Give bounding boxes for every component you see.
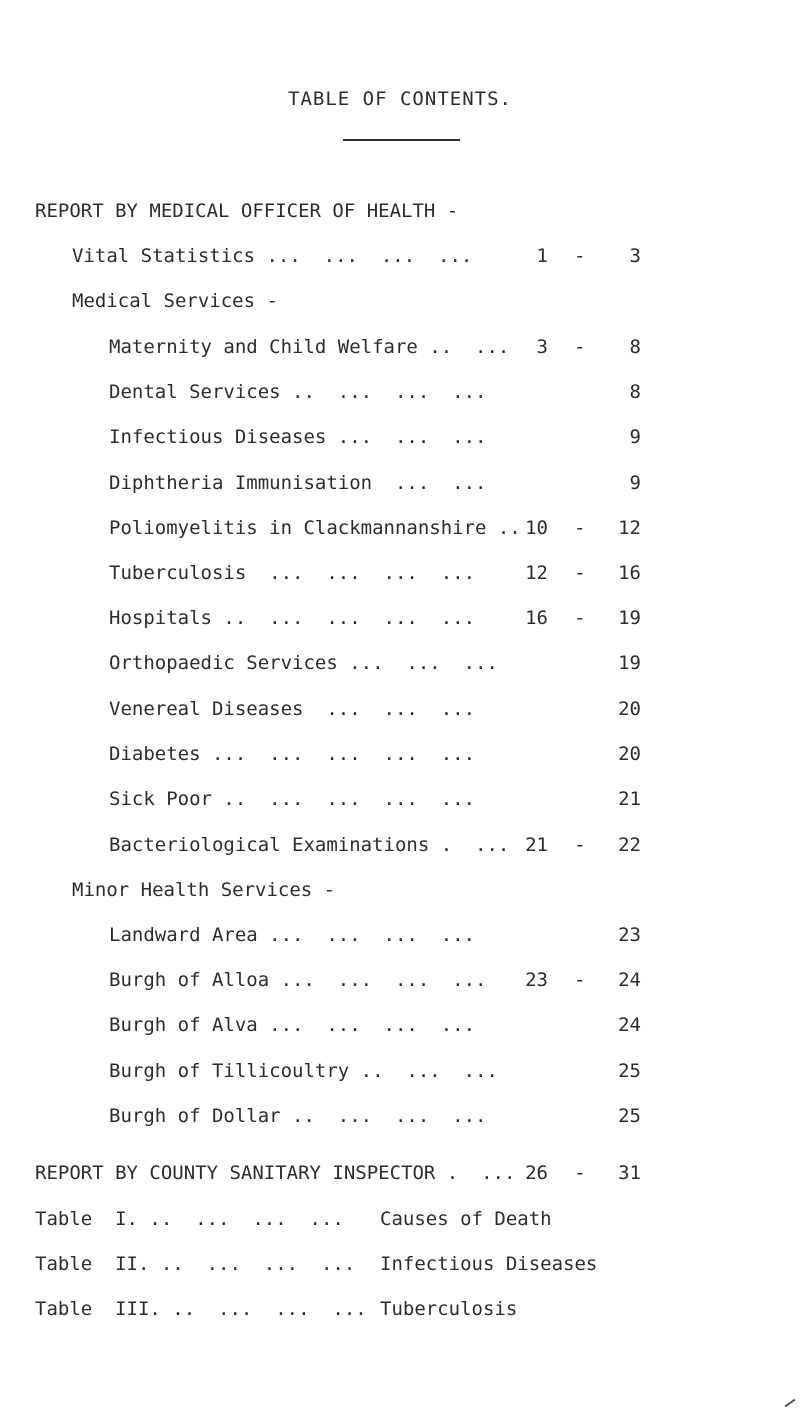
toc-entry bbox=[0, 743, 800, 773]
toc-entry bbox=[0, 969, 800, 999]
page-from: 26 bbox=[525, 1162, 548, 1184]
subsection-heading-minor-health-services bbox=[0, 879, 800, 909]
page-from: 10 bbox=[525, 517, 548, 539]
toc-entry-label: Bacteriological Examinations . ... bbox=[109, 834, 510, 856]
toc-entry-label: REPORT BY COUNTY SANITARY INSPECTOR . ... bbox=[35, 1162, 516, 1184]
page-title: TABLE OF CONTENTS. bbox=[288, 88, 512, 110]
toc-entry bbox=[0, 924, 800, 954]
section-heading-sanitary-inspector bbox=[0, 1162, 800, 1192]
toc-entry bbox=[0, 562, 800, 592]
page-from: 16 bbox=[525, 607, 548, 629]
page-from: 1 bbox=[536, 245, 548, 267]
table-entry bbox=[0, 1253, 800, 1283]
page-range-dash: - bbox=[574, 607, 586, 629]
toc-entry-label: Diabetes ... ... ... ... ... bbox=[109, 743, 476, 765]
toc-entry-label: Poliomyelitis in Clackmannanshire .. bbox=[109, 517, 521, 539]
page-number: 20 bbox=[618, 743, 641, 765]
title-underline bbox=[343, 139, 460, 141]
table-entry bbox=[0, 1208, 800, 1238]
page-number: 25 bbox=[618, 1105, 641, 1127]
page-to: 22 bbox=[618, 834, 641, 856]
table-entry-label: Table III. .. ... ... ... bbox=[35, 1298, 367, 1320]
table-entry-description: Infectious Diseases bbox=[380, 1253, 598, 1275]
page-range-dash: - bbox=[574, 969, 586, 991]
page-to: 31 bbox=[618, 1162, 641, 1184]
toc-entry bbox=[0, 652, 800, 682]
toc-entry-label: Maternity and Child Welfare .. ... bbox=[109, 336, 510, 358]
page-number: 8 bbox=[629, 381, 641, 403]
toc-entry-label: Venereal Diseases ... ... ... bbox=[109, 698, 476, 720]
toc-entry-label: Hospitals .. ... ... ... ... bbox=[109, 607, 476, 629]
page-number: 24 bbox=[618, 1014, 641, 1036]
toc-entry-label: Burgh of Dollar .. ... ... ... bbox=[109, 1105, 487, 1127]
page-range-dash: - bbox=[574, 517, 586, 539]
page-range-dash: - bbox=[574, 336, 586, 358]
toc-entry-label: Sick Poor .. ... ... ... ... bbox=[109, 788, 476, 810]
page-corner-mark bbox=[785, 1399, 796, 1408]
page-range-dash: - bbox=[574, 245, 586, 267]
page-to: 12 bbox=[618, 517, 641, 539]
table-entry-description: Causes of Death bbox=[380, 1208, 552, 1230]
toc-entry-label: Burgh of Alloa ... ... ... ... bbox=[109, 969, 487, 991]
toc-entry bbox=[0, 426, 800, 456]
page-to: 24 bbox=[618, 969, 641, 991]
toc-entry bbox=[0, 607, 800, 637]
toc-entry-label: Burgh of Tillicoultry .. ... ... bbox=[109, 1060, 498, 1082]
toc-entry bbox=[0, 788, 800, 818]
page-number: 9 bbox=[629, 472, 641, 494]
page-from: 3 bbox=[536, 336, 548, 358]
page-to: 16 bbox=[618, 562, 641, 584]
page-number: 23 bbox=[618, 924, 641, 946]
page-range-dash: - bbox=[574, 562, 586, 584]
page-to: 8 bbox=[629, 336, 641, 358]
toc-entry bbox=[0, 1014, 800, 1044]
toc-entry-vital-statistics bbox=[0, 245, 800, 275]
toc-entry-label: Orthopaedic Services ... ... ... bbox=[109, 652, 498, 674]
table-entry-label: Table I. .. ... ... ... bbox=[35, 1208, 344, 1230]
page-number: 21 bbox=[618, 788, 641, 810]
page-number: 19 bbox=[618, 652, 641, 674]
section-heading-label: REPORT BY MEDICAL OFFICER OF HEALTH - bbox=[35, 200, 459, 222]
toc-entry-label: Dental Services .. ... ... ... bbox=[109, 381, 487, 403]
page-to: 19 bbox=[618, 607, 641, 629]
toc-entry-label: Burgh of Alva ... ... ... ... bbox=[109, 1014, 476, 1036]
page-to: 3 bbox=[629, 245, 641, 267]
toc-entry bbox=[0, 517, 800, 547]
page-number: 20 bbox=[618, 698, 641, 720]
toc-entry-label: Tuberculosis ... ... ... ... bbox=[109, 562, 476, 584]
toc-entry bbox=[0, 381, 800, 411]
page-range-dash: - bbox=[574, 1162, 586, 1184]
page-range-dash: - bbox=[574, 834, 586, 856]
section-heading-medical-officer bbox=[0, 200, 800, 230]
toc-entry bbox=[0, 1060, 800, 1090]
subsection-heading-label: Medical Services - bbox=[72, 290, 278, 312]
subsection-heading-medical-services bbox=[0, 290, 800, 320]
toc-entry bbox=[0, 472, 800, 502]
table-entry-description: Tuberculosis bbox=[380, 1298, 518, 1320]
page-number: 25 bbox=[618, 1060, 641, 1082]
toc-entry-label: Diphtheria Immunisation ... ... bbox=[109, 472, 487, 494]
toc-entry bbox=[0, 834, 800, 864]
table-entry-label: Table II. .. ... ... ... bbox=[35, 1253, 356, 1275]
table-entry bbox=[0, 1298, 800, 1328]
toc-entry-label: Vital Statistics ... ... ... ... bbox=[72, 245, 473, 267]
page-number: 9 bbox=[629, 426, 641, 448]
subsection-heading-label: Minor Health Services - bbox=[72, 879, 336, 901]
toc-entry bbox=[0, 698, 800, 728]
toc-entry-label: Infectious Diseases ... ... ... bbox=[109, 426, 487, 448]
page-from: 12 bbox=[525, 562, 548, 584]
toc-entry bbox=[0, 336, 800, 366]
toc-entry-label: Landward Area ... ... ... ... bbox=[109, 924, 476, 946]
page-from: 23 bbox=[525, 969, 548, 991]
page-from: 21 bbox=[525, 834, 548, 856]
toc-entry bbox=[0, 1105, 800, 1135]
